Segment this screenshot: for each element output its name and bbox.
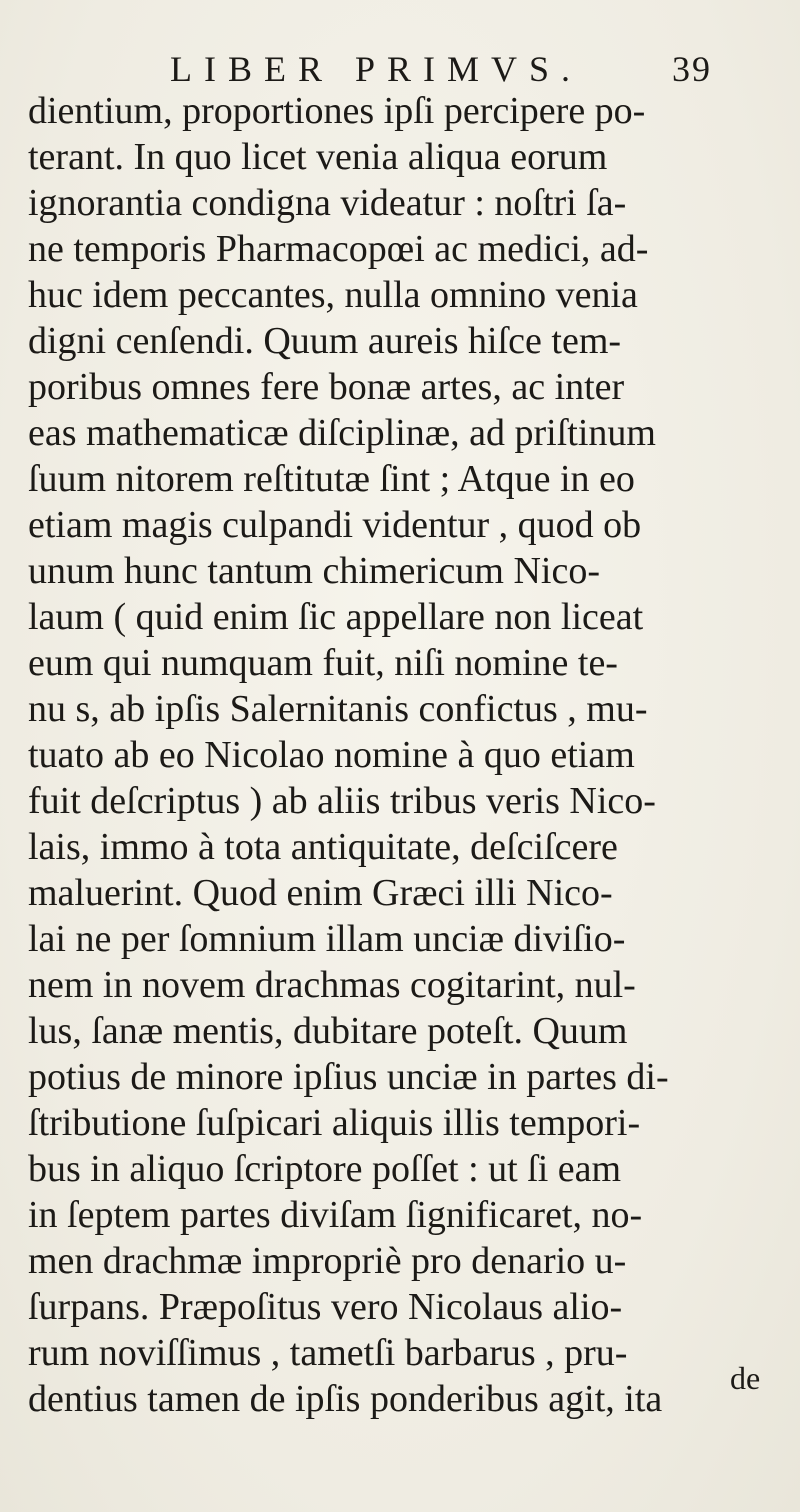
text-line: eas mathematicæ diſciplinæ, ad priſtinum	[28, 412, 656, 454]
text-line: terant. In quo licet venia aliqua eorum	[28, 136, 608, 178]
text-line: potius de minore ipſius unciæ in partes di-	[28, 1056, 669, 1098]
text-line: lai ne per ſomnium illam unciæ diviſio-	[28, 918, 626, 960]
text-line: laum ( quid enim ſic appellare non liceat	[28, 596, 644, 638]
body-text	[28, 88, 788, 1422]
text-line: ſuum nitorem reſtitutæ ſint ; Atque in eo	[28, 458, 635, 500]
text-line: digni cenſendi. Quum aureis hiſce tem-	[28, 320, 622, 362]
running-head	[170, 44, 770, 94]
text-line: lais, immo à tota antiquitate, deſciſcere	[28, 826, 618, 868]
text-line: tuato ab eo Nicolao nomine à quo etiam	[28, 734, 635, 776]
text-line: nu s, ab ipſis Salernitanis confictus , mu-	[28, 688, 648, 730]
text-line: lus, ſanæ mentis, dubitare poteſt. Quum	[28, 1010, 628, 1052]
text-line: rum noviſſimus , tametſi barbarus , pru-	[28, 1332, 628, 1374]
text-line: maluerint. Quod enim Græci illi Nico-	[28, 872, 613, 914]
text-line: huc idem peccantes, nulla omnino venia	[28, 274, 638, 316]
text-line: eum qui numquam fuit, niſi nomine te-	[28, 642, 618, 684]
text-line: dientium, proportiones ipſi percipere po-	[28, 90, 646, 132]
text-line: men drachmæ impropriè pro denario u-	[28, 1240, 627, 1282]
text-line: poribus omnes fere bonæ artes, ac inter	[28, 366, 625, 408]
text-line: ne temporis Pharmacopœi ac medici, ad-	[28, 228, 649, 270]
text-line: nem in novem drachmas cogitarint, nul-	[28, 964, 636, 1006]
text-line: etiam magis culpandi videntur , quod ob	[28, 504, 642, 546]
catchword: de	[730, 1360, 761, 1396]
text-line: bus in aliquo ſcriptore poſſet : ut ſi eam	[28, 1148, 622, 1190]
text-line: ignorantia condigna videatur : noſtri ſa-	[28, 182, 627, 224]
text-line: dentius tamen de ipſis ponderibus agit, ita	[28, 1378, 663, 1420]
text-line: ſurpans. Præpoſitus vero Nicolaus alio-	[28, 1286, 623, 1328]
text-line: ſtributione ſuſpicari aliquis illis tempori-	[28, 1102, 641, 1144]
text-line: fuit deſcriptus ) ab aliis tribus veris Nico-	[28, 780, 656, 822]
text-line: in ſeptem partes diviſam ſignificaret, no-	[28, 1194, 643, 1236]
page-number: 39	[672, 49, 712, 89]
text-line: unum hunc tantum chimericum Nico-	[28, 550, 600, 592]
running-head-title: LIBER PRIMVS.	[170, 49, 583, 89]
